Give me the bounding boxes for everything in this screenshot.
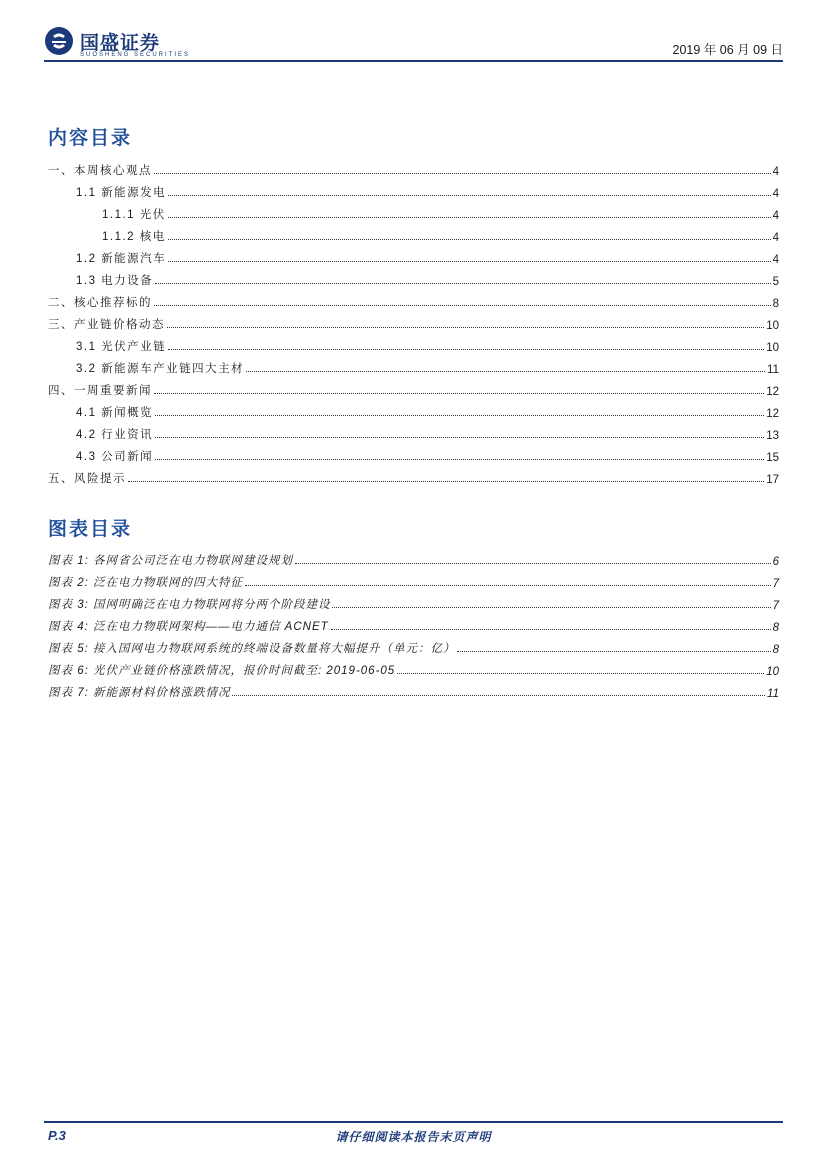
leader-dots (246, 371, 765, 372)
toc-entry-label: 一、本周核心观点 (48, 165, 152, 177)
figure-entry[interactable] (48, 550, 779, 568)
toc-entry[interactable] (48, 468, 779, 486)
toc-entry-page: 10 (766, 342, 779, 354)
figure-entry-label: 图表 1: 各网省公司泛在电力物联网建设规划 (48, 555, 293, 567)
figure-entry-label: 图表 6: 光伏产业链价格涨跌情况，报价时间截至: 2019-06-05 (48, 665, 396, 677)
toc-entry[interactable] (76, 270, 779, 288)
toc-entry-label: 3.1 光伏产业链 (76, 341, 167, 353)
leader-dots (155, 415, 764, 416)
figure-entry-page: 6 (772, 556, 779, 568)
toc-entry-label: 1.1.2 核电 (102, 231, 166, 243)
leader-dots (295, 563, 771, 564)
header-divider (44, 60, 783, 62)
figure-entry[interactable] (48, 638, 779, 656)
figure-entry-page: 7 (772, 600, 779, 612)
toc-entry-label: 1.2 新能源汽车 (76, 253, 167, 265)
toc-entry[interactable] (48, 292, 779, 310)
leader-dots (167, 327, 764, 328)
toc-title: 内容目录 (48, 127, 133, 149)
figure-entry[interactable] (48, 594, 779, 612)
leader-dots (168, 349, 764, 350)
figure-entry-label: 图表 7: 新能源材料价格涨跌情况 (48, 687, 231, 699)
figure-entry[interactable] (48, 572, 779, 590)
company-logo (44, 26, 191, 60)
toc-entry[interactable] (102, 226, 779, 244)
toc-entry-label: 三、产业链价格动态 (48, 319, 165, 331)
toc-entry-label: 1.3 电力设备 (76, 275, 154, 287)
toc-entry-page: 17 (766, 474, 779, 486)
toc-entry[interactable] (76, 424, 779, 442)
leader-dots (397, 673, 764, 674)
disclaimer-note: 请仔细阅读本报告末页声明 (335, 1130, 492, 1144)
toc-entry-label: 3.2 新能源车产业链四大主材 (76, 363, 245, 375)
report-date: 2019 年 06 月 09 日 (672, 43, 783, 57)
leader-dots (245, 585, 771, 586)
footer-divider (44, 1121, 783, 1123)
leader-dots (168, 239, 771, 240)
toc-entry[interactable] (76, 336, 779, 354)
toc-entry-label: 4.2 行业资讯 (76, 429, 154, 441)
leader-dots (155, 459, 764, 460)
toc-entry-page: 8 (772, 298, 779, 310)
toc-entry[interactable] (48, 380, 779, 398)
leader-dots (168, 217, 771, 218)
figure-entry[interactable] (48, 616, 779, 634)
toc-entry-page: 11 (767, 364, 779, 376)
figure-entry-page: 8 (772, 644, 779, 656)
figure-entry-label: 图表 4: 泛在电力物联网架构——电力通信 ACNET (48, 621, 329, 633)
leader-dots (154, 393, 764, 394)
toc-entry-label: 1.1 新能源发电 (76, 187, 167, 199)
toc-entry[interactable] (102, 204, 779, 222)
leader-dots (154, 305, 771, 306)
toc-entry-page: 4 (772, 210, 779, 222)
toc-entry-label: 1.1.1 光伏 (102, 209, 166, 221)
toc-entry-page: 12 (766, 386, 779, 398)
figure-entry-page: 7 (772, 578, 779, 590)
leader-dots (168, 261, 770, 262)
toc-entry-page: 5 (772, 276, 779, 288)
toc-entry[interactable] (76, 182, 779, 200)
toc-entry[interactable] (76, 446, 779, 464)
toc-entry-page: 4 (772, 166, 779, 178)
leader-dots (154, 173, 771, 174)
toc-entry-page: 4 (772, 254, 779, 266)
toc-entry-label: 4.1 新闻概览 (76, 407, 154, 419)
toc-entry-label: 二、核心推荐标的 (48, 297, 152, 309)
leader-dots (331, 629, 771, 630)
figure-entry[interactable] (48, 660, 779, 678)
logo-text-cn: 国盛证券 (80, 32, 161, 54)
figure-entry-label: 图表 5: 接入国网电力物联网系统的终端设备数量将大幅提升（单元：亿） (48, 643, 456, 655)
figure-list-title: 图表目录 (48, 518, 133, 540)
toc-entry[interactable] (48, 160, 779, 178)
leader-dots (128, 481, 764, 482)
toc-entry-page: 4 (772, 188, 779, 200)
leader-dots (332, 607, 770, 608)
logo-text-en: SUOSHENG SECURITIES (80, 52, 191, 58)
leader-dots (457, 651, 770, 652)
toc-entry-label: 4.3 公司新闻 (76, 451, 154, 463)
leader-dots (155, 283, 770, 284)
figure-entry-page: 11 (767, 688, 779, 700)
toc-entry[interactable] (76, 358, 779, 376)
toc-entry[interactable] (76, 402, 779, 420)
page-header (44, 22, 783, 62)
toc-entry-page: 4 (772, 232, 779, 244)
page-number: P.3 (48, 1128, 66, 1143)
toc-entry[interactable] (48, 314, 779, 332)
figure-entry-label: 图表 3: 国网明确泛在电力物联网将分两个阶段建设 (48, 599, 331, 611)
leader-dots (232, 695, 765, 696)
figure-entry-page: 10 (766, 666, 779, 678)
figure-entry-page: 8 (772, 622, 779, 634)
toc-entry-page: 10 (766, 320, 779, 332)
toc-entry-page: 13 (766, 430, 779, 442)
toc-entry-page: 15 (766, 452, 779, 464)
toc-entry-label: 五、风险提示 (48, 473, 126, 485)
toc-entry-label: 四、一周重要新闻 (48, 385, 152, 397)
toc-entry[interactable] (76, 248, 779, 266)
leader-dots (168, 195, 770, 196)
figure-entry-label: 图表 2: 泛在电力物联网的四大特征 (48, 577, 243, 589)
leader-dots (155, 437, 764, 438)
figure-entry[interactable] (48, 682, 779, 700)
logo-icon (44, 26, 74, 56)
toc-entry-page: 12 (766, 408, 779, 420)
